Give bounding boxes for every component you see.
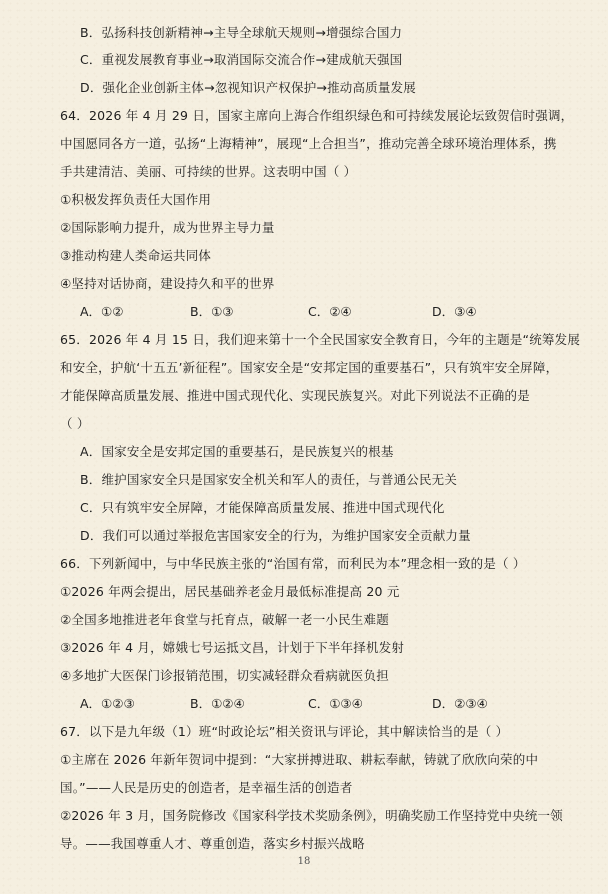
q64-item-1: ①积极发挥负责任大国作用 [60,192,212,207]
q64-item-3: ③推动构建人类命运共同体 [60,248,212,263]
q65-stem-line-3: 才能保障高质量发展、推进中国式现代化、实现民族复兴。对此下列说法不正确的是 [60,388,530,403]
q66-item-3: ③2026 年 4 月，嫦娥七号运抵文昌，计划于下半年择机发射 [60,640,405,655]
q64-item-4: ④坚持对话协商，建设持久和平的世界 [60,276,275,291]
q63-option-c: C．重视发展教育事业→取消国际交流合作→建成航天强国 [80,52,403,67]
q63-option-d: D．强化企业创新主体→忽视知识产权保护→推动高质量发展 [80,80,416,95]
q66-stem: 66．下列新闻中，与中华民族主张的“治国有常，而利民为本”理念相一致的是（ ） [60,556,526,571]
q63-option-b: B．弘扬科技创新精神→主导全球航天规则→增强综合国力 [80,25,403,40]
q64-option-c[interactable]: C．②④ [308,304,352,319]
q67-stem: 67．以下是九年级（1）班“时政论坛”相关资讯与评论，其中解读恰当的是（ ） [60,724,509,739]
q66-item-4: ④多地扩大医保门诊报销范围，切实减轻群众看病就医负担 [60,668,389,683]
q64-item-2: ②国际影响力提升，成为世界主导力量 [60,220,275,235]
q64-option-a[interactable]: A．①② [80,304,124,319]
page-number: 18 [297,856,311,867]
q66-item-2: ②全国多地推进老年食堂与托育点，破解一老一小民生难题 [60,612,389,627]
q66-option-d[interactable]: D．②③④ [432,696,488,711]
q66-item-1: ①2026 年两会提出，居民基础养老金月最低标准提高 20 元 [60,584,400,599]
q67-item-1-line-1: ①主席在 2026 年新年贺词中提到：“大家拼搏进取、耕耘奉献，铸就了欣欣向荣的中 [60,752,539,767]
q64-option-d[interactable]: D．③④ [432,304,477,319]
q67-item-2-line-1: ②2026 年 3 月，国务院修改《国家科学技术奖励条例》，明确奖励工作坚持党中央统一领 [60,808,563,823]
q65-stem-line-4: （ ） [60,416,90,431]
q66-option-a[interactable]: A．①②③ [80,696,135,711]
q66-option-c[interactable]: C．①③④ [308,696,363,711]
q65-option-a[interactable]: A．国家安全是安邦定国的重要基石，是民族复兴的根基 [80,444,394,459]
q64-stem-line-3: 手共建清洁、美丽、可持续的世界。这表明中国（ ） [60,164,357,179]
q64-option-b[interactable]: B．①③ [190,304,234,319]
q65-stem-line-2: 和安全，护航‘十五五’新征程”。国家安全是“安邦定国的重要基石”，只有筑牢安全屏障， [60,360,559,375]
q64-stem-line-1: 64．2026 年 4 月 29 日，国家主席向上海合作组织绿色和可持续发展论坛致贺信时强调， [60,108,574,123]
q67-item-2-line-2: 导。——我国尊重人才、尊重创造，落实乡村振兴战略 [60,836,365,851]
q65-option-b[interactable]: B．维护国家安全只是国家安全机关和军人的责任，与普通公民无关 [80,472,458,487]
q64-stem-line-2: 中国愿同各方一道，弘扬“上海精神”，展现“上合担当”，推动完善全球环境治理体系，携 [60,136,557,151]
q67-item-1-line-2: 国。”——人民是历史的创造者，是幸福生活的创造者 [60,780,353,795]
q65-stem-line-1: 65．2026 年 4 月 15 日，我们迎来第十一个全民国家安全教育日，今年的主题是“统筹发展 [60,332,581,347]
q66-option-b[interactable]: B．①②④ [190,696,245,711]
q65-option-c[interactable]: C．只有筑牢安全屏障，才能保障高质量发展、推进中国式现代化 [80,500,445,515]
q65-option-d[interactable]: D．我们可以通过举报危害国家安全的行为，为维护国家安全贡献力量 [80,528,471,543]
